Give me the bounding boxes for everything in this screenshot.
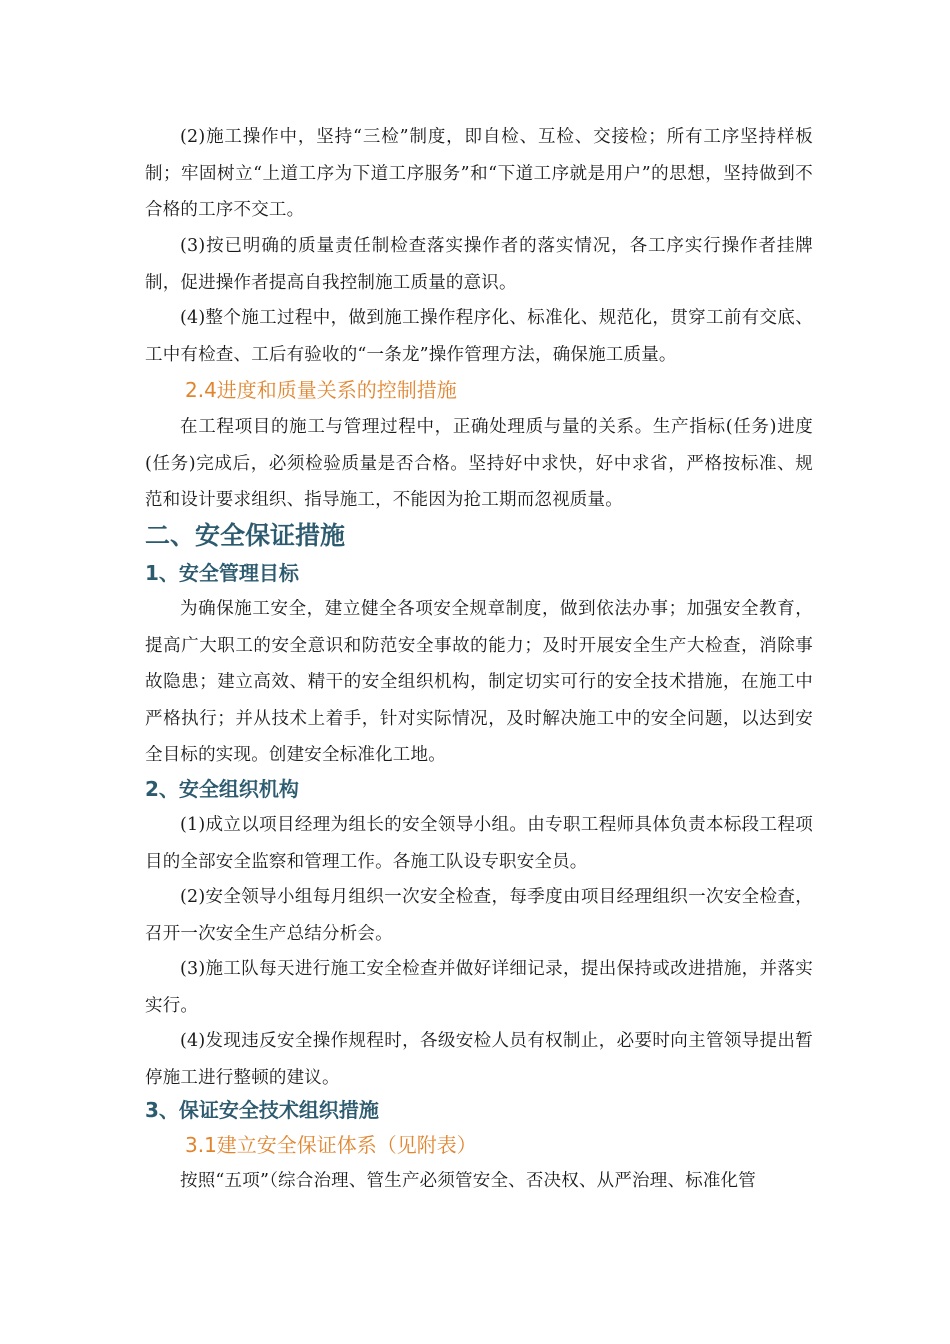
paragraph-2-3-item4 [145, 300, 813, 373]
subsection-title: 3.1建立安全保证体系（见附表） [185, 1133, 477, 1157]
body-paragraph: (3)施工队每天进行施工安全检查并做好详细记录，提出保持或改进措施，并落实实行。 [145, 959, 813, 1016]
paragraph-3-1 [145, 1163, 813, 1200]
paragraph-2-3-item3 [145, 228, 813, 301]
body-paragraph: 按照“五项”（综合治理、管生产必须管安全、否决权、从严治理、标准化管 [180, 1171, 756, 1191]
body-paragraph: (2)安全领导小组每月组织一次安全检查，每季度由项目经理组织一次安全检查，召开一次安全生产总结分析会。 [145, 887, 813, 944]
subsection-title: 2.4进度和质量关系的控制措施 [185, 378, 457, 402]
body-paragraph: (4)整个施工过程中，做到施工操作程序化、标准化、规范化，贯穿工前有交底、工中有检查、工后有验收的“一条龙”操作管理方法，确保施工质量。 [145, 308, 813, 365]
heading-safety-org [145, 774, 813, 804]
body-paragraph: 为确保施工安全，建立健全各项安全规章制度，做到依法办事；加强安全教育，提高广大职工的安全意识和防范安全事故的能力；及时开展安全生产大检查，消除事故隐患；建立高效、精干的安全组织机构，制定切实可行的安全技术措施，在施工中严格执行；并从技术上着手，针对实际情况，及时解决施工中的安全问题，以达到安全目标的实现。创建安全标准化工地。 [145, 599, 813, 765]
body-paragraph: (2)施工操作中，坚持“三检”制度，即自检、互检、交接检；所有工序坚持样板制；牢固树立“上道工序为下道工序服务”和“下道工序就是用户”的思想，坚持做到不合格的工序不交工。 [145, 127, 813, 220]
subsection-heading-2-4 [145, 375, 813, 405]
heading-title: 2、安全组织机构 [145, 777, 299, 801]
heading-safety-goal [145, 558, 813, 588]
body-paragraph: (4)发现违反安全操作规程时，各级安检人员有权制止，必要时向主管领导提出暂停施工进行整顿的建议。 [145, 1031, 813, 1088]
paragraph-safety-goal [145, 591, 813, 774]
body-paragraph: 在工程项目的施工与管理过程中，正确处理质与量的关系。生产指标(任务)进度(任务)完成后，必须检验质量是否合格。坚持好中求快，好中求省，严格按标准、规范和设计要求组织、指导施工，不能因为抢工期而忽视质量。 [145, 417, 813, 510]
paragraph-safety-org-4 [145, 1023, 813, 1096]
paragraph-safety-org-1 [145, 807, 813, 880]
heading-safety-tech [145, 1095, 813, 1125]
paragraph-2-4 [145, 409, 813, 519]
body-paragraph: (3)按已明确的质量责任制检查落实操作者的落实情况，各工序实行操作者挂牌制，促进操作者提高自我控制施工质量的意识。 [145, 236, 813, 293]
section-title: 二、安全保证措施 [145, 521, 346, 550]
paragraph-safety-org-3 [145, 951, 813, 1024]
body-paragraph: (1)成立以项目经理为组长的安全领导小组。由专职工程师具体负责本标段工程项目的全部安全监察和管理工作。各施工队设专职安全员。 [145, 815, 813, 872]
paragraph-safety-org-2 [145, 879, 813, 952]
subsection-heading-3-1 [145, 1130, 813, 1160]
heading-title: 3、保证安全技术组织措施 [145, 1098, 379, 1122]
paragraph-2-3-item2 [145, 119, 813, 229]
heading-title: 1、安全管理目标 [145, 561, 299, 585]
section-heading-safety [145, 519, 813, 553]
